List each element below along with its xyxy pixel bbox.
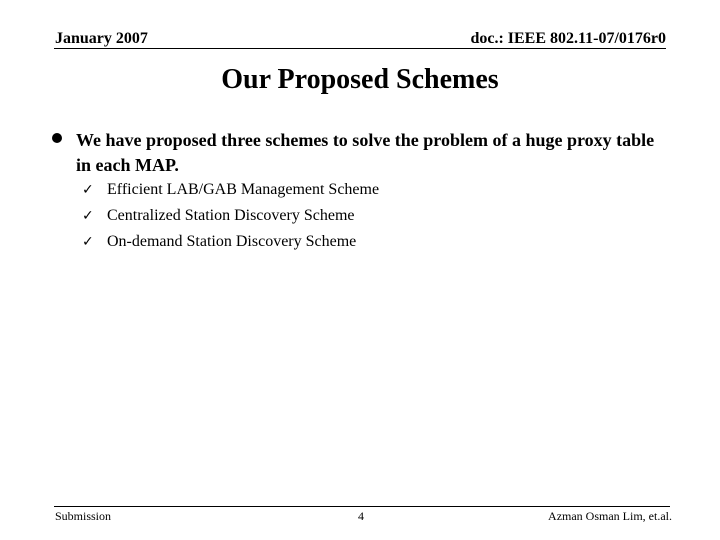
header-date: January 2007: [55, 30, 148, 47]
sub-bullet-list: [82, 180, 642, 258]
main-bullet-text: We have proposed three schemes to solve the problem of a huge proxy table in each MAP.: [76, 130, 655, 175]
footer-divider: [54, 506, 670, 507]
slide-title: Our Proposed Schemes: [221, 64, 499, 95]
sub-bullet-label: On-demand Station Discovery Scheme: [107, 233, 357, 250]
header-doc-id: doc.: IEEE 802.11-07/0176r0: [470, 30, 666, 47]
footer-submission: Submission: [55, 509, 112, 523]
header-divider: [54, 48, 666, 49]
sub-bullet-item: [82, 206, 642, 232]
sub-bullet-item: [82, 232, 642, 258]
bullet-dot-icon: [52, 133, 62, 143]
checkmark-icon: ✓: [82, 208, 94, 224]
checkmark-icon: ✓: [82, 234, 94, 250]
sub-bullet-label: Efficient LAB/GAB Management Scheme: [107, 181, 380, 198]
sub-bullet-label: Centralized Station Discovery Scheme: [107, 207, 355, 224]
footer-author: Azman Osman Lim, et.al.: [548, 509, 672, 523]
checkmark-icon: ✓: [82, 182, 94, 198]
footer-page-number: 4: [358, 509, 364, 523]
sub-bullet-item: [82, 180, 642, 206]
